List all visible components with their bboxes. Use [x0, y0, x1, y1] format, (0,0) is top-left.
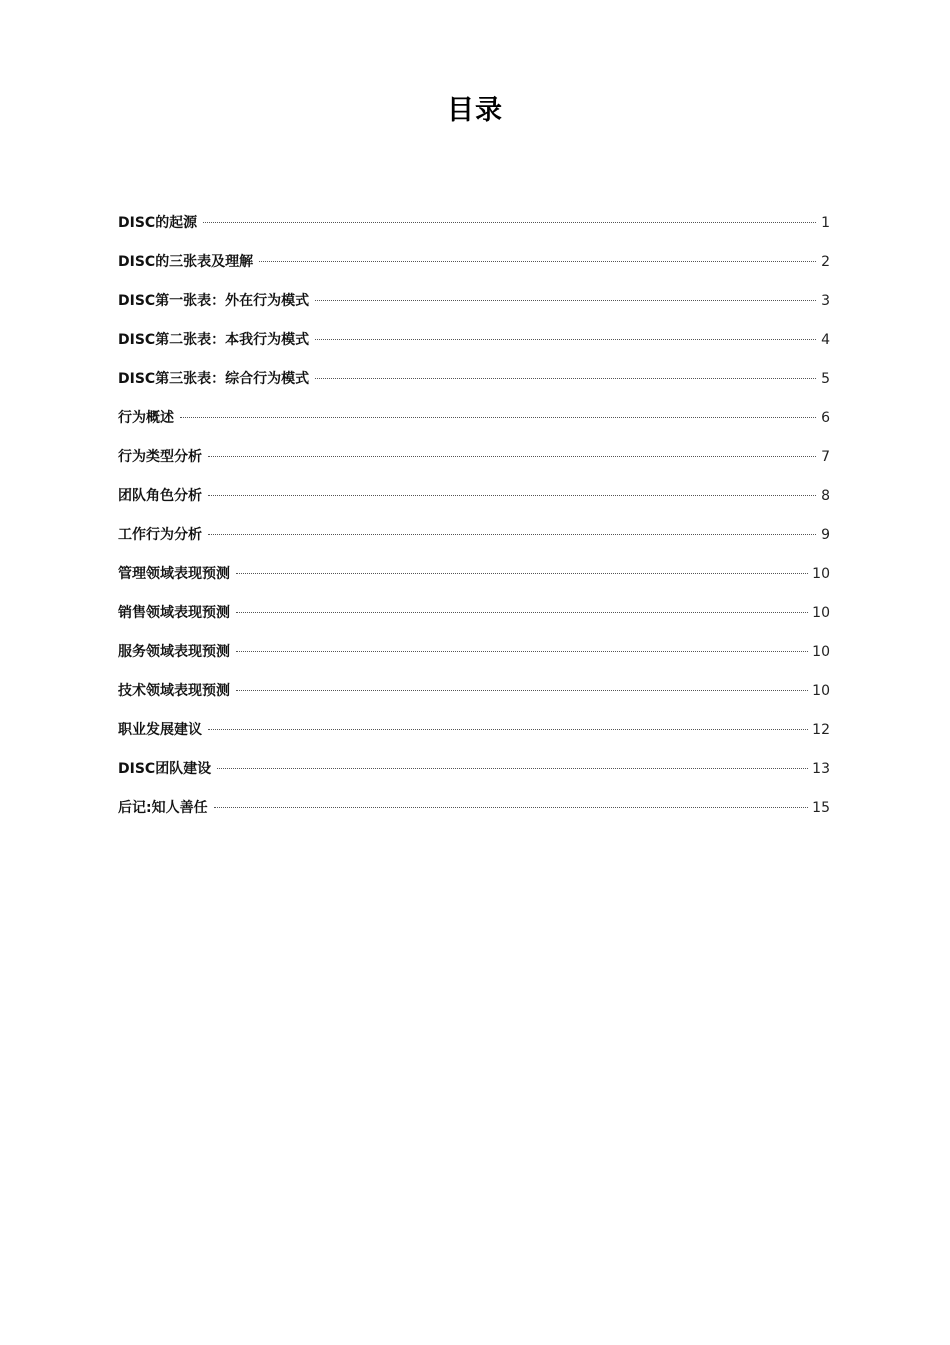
- toc-entry[interactable]: [118, 757, 830, 796]
- toc-dot-leader: [203, 221, 816, 223]
- toc-entry[interactable]: [118, 328, 830, 367]
- toc-page-number: 9: [821, 527, 830, 543]
- toc-dot-leader: [208, 728, 808, 730]
- toc-entry[interactable]: [118, 289, 830, 328]
- toc-dot-leader: [208, 455, 816, 457]
- toc-entry[interactable]: [118, 796, 830, 835]
- toc-page-number: 6: [821, 410, 830, 426]
- toc-entry-title: 职业发展建议: [118, 722, 202, 738]
- toc-page-number: 2: [821, 254, 830, 270]
- toc-dot-leader: [259, 260, 816, 262]
- toc-dot-leader: [315, 338, 816, 340]
- toc-page-number: 8: [821, 488, 830, 504]
- toc-page-number: 15: [812, 800, 830, 816]
- toc-entry[interactable]: [118, 445, 830, 484]
- toc-entry[interactable]: [118, 367, 830, 406]
- toc-page-number: 10: [812, 683, 830, 699]
- toc-dot-leader: [208, 494, 816, 496]
- toc-entry-title: DISC的起源: [118, 215, 198, 231]
- table-of-contents: [118, 211, 830, 835]
- toc-dot-leader: [217, 767, 808, 769]
- toc-entry-title: 行为概述: [118, 410, 174, 426]
- page-title: 目录: [447, 95, 503, 126]
- toc-page-number: 13: [812, 761, 830, 777]
- toc-page-number: 12: [812, 722, 830, 738]
- toc-entry-title: 销售领域表现预测: [118, 605, 230, 621]
- toc-entry[interactable]: [118, 484, 830, 523]
- toc-entry-title: 服务领域表现预测: [118, 644, 230, 660]
- toc-page-number: 5: [821, 371, 830, 387]
- toc-entry-title: DISC的三张表及理解: [118, 254, 254, 270]
- toc-dot-leader: [180, 416, 816, 418]
- toc-entry-title: 团队角色分析: [118, 488, 202, 504]
- toc-dot-leader: [236, 689, 808, 691]
- toc-entry[interactable]: [118, 601, 830, 640]
- toc-entry-title: 后记:知人善任: [118, 800, 208, 816]
- toc-dot-leader: [208, 533, 816, 535]
- toc-page-number: 10: [812, 605, 830, 621]
- toc-dot-leader: [236, 572, 808, 574]
- toc-page-number: 7: [821, 449, 830, 465]
- toc-entry[interactable]: [118, 679, 830, 718]
- toc-entry[interactable]: [118, 640, 830, 679]
- toc-entry[interactable]: [118, 718, 830, 757]
- toc-entry[interactable]: [118, 523, 830, 562]
- toc-dot-leader: [315, 299, 816, 301]
- toc-page-number: 4: [821, 332, 830, 348]
- toc-entry[interactable]: [118, 406, 830, 445]
- toc-entry-title: 管理领域表现预测: [118, 566, 230, 582]
- toc-page-number: 10: [812, 566, 830, 582]
- toc-page-number: 10: [812, 644, 830, 660]
- toc-entry-title: DISC团队建设: [118, 761, 212, 777]
- toc-page-number: 3: [821, 293, 830, 309]
- toc-entry[interactable]: [118, 250, 830, 289]
- toc-entry-title: DISC第一张表：外在行为模式: [118, 293, 310, 309]
- toc-dot-leader: [214, 806, 809, 808]
- toc-page-number: 1: [821, 215, 830, 231]
- toc-dot-leader: [315, 377, 816, 379]
- toc-entry-title: 工作行为分析: [118, 527, 202, 543]
- toc-entry-title: DISC第二张表：本我行为模式: [118, 332, 310, 348]
- toc-dot-leader: [236, 650, 808, 652]
- toc-entry-title: 行为类型分析: [118, 449, 202, 465]
- toc-entry-title: 技术领域表现预测: [118, 683, 230, 699]
- toc-entry[interactable]: [118, 211, 830, 250]
- toc-entry[interactable]: [118, 562, 830, 601]
- toc-dot-leader: [236, 611, 808, 613]
- toc-entry-title: DISC第三张表：综合行为模式: [118, 371, 310, 387]
